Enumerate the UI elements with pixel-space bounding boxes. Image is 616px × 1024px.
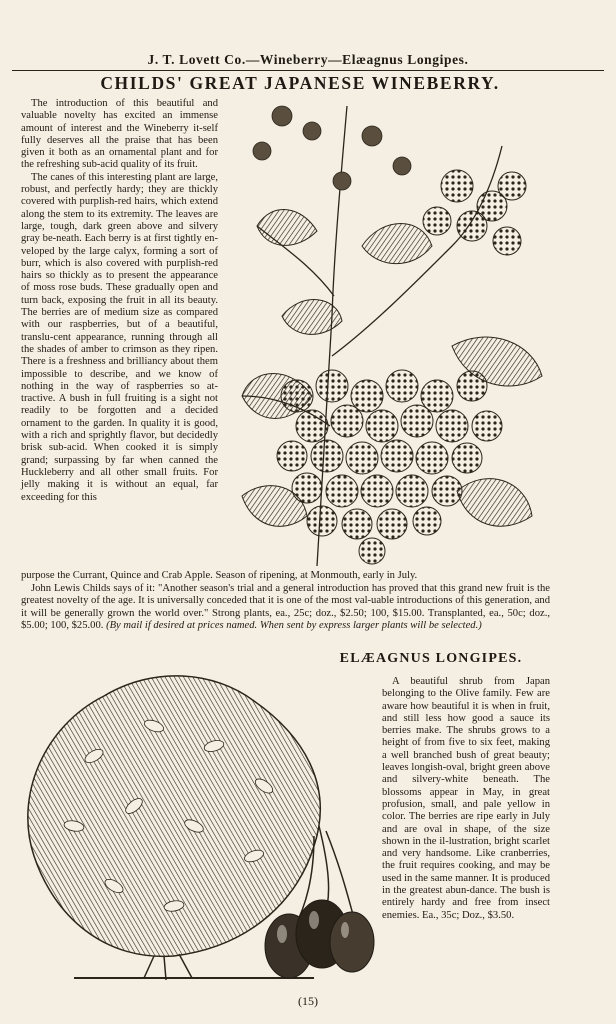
running-head: J. T. Lovett Co.—Wineberry—Elæagnus Longipes. — [147, 52, 469, 67]
elaeagnus-text-column — [382, 676, 550, 922]
wineberry-title: CHILDS' GREAT JAPANESE WINEBERRY. — [100, 73, 500, 93]
wineberry-quote-and-prices: John Lewis Childs says of it: "Another season's trial and a general introduction has proved that this grand new fruit is the greatest novelty of the age. It is universally conceded that it is one of the most val-uable introductions of this generation, and it will be generally grown the world over." Strong plants, ea., 25c; doz., $2.50; 100, $15.00. Transplanted, ea., 50c; doz., $5.00; 100, $25.00. — [21, 583, 550, 631]
wineberry-full-width-text — [21, 583, 550, 632]
elaeagnus-title: ELÆAGNUS LONGIPES. — [339, 651, 523, 666]
header-rule — [12, 70, 604, 71]
wineberry-paragraph-2-continued: purpose the Currant, Quince and Crab Apple. Season of ripening, at Monmouth, early in July. — [21, 570, 418, 581]
wineberry-paragraph-2: The canes of this interesting plant are large, robust, and perfectly hardy; they are thickly covered with purplish-red hairs, which extend along the stem to its extremity. The leaves are large, tough, dark green above and silvery gray be-neath. Each berry is at first tightly en-veloped by the large calyx, forming a sort of burr, which is also covered with purplish-red hairs so thickly as to present the appearance of moss rose buds. These gradually open and turn back, exposing the fruit in all its beauty. The berries are of medium size as compared with our raspberries, but of a beautiful, translu-cent appearance, running through all the shades of amber to crimson as they ripen. There is a freshness and brilliancy about them impossible to describe, and we know of nothing in the way of raspberries so at-tractive. A bush in full fruiting is a sight not readily to be forgotten and a decided ornament to the garden. In quality it is good, with a rich and sprightly flavor, but decidedly brisk sub-acid. When cooked it is simply grand; surpassing by far when canned the Huckleberry and all other small fruits. For jelly making it is without an equal, far exceeding for this — [21, 171, 218, 503]
wineberry-text-column — [21, 98, 218, 504]
elaeagnus-illustration — [14, 656, 376, 992]
wineberry-paragraph-2-end — [21, 570, 550, 582]
wineberry-shipping-note: (By mail if desired at prices named. When sent by express larger plants will be selected.) — [106, 619, 482, 631]
wineberry-paragraph-3 — [21, 583, 550, 632]
page-number: (15) — [298, 994, 318, 1008]
wineberry-paragraph-1: The introduction of this beautiful and valuable novelty has excited an immense amount of interest and the Wineberry it-self fully deserves all the praise that has been given it both as an ornamental plant and for the refreshing sub-acid quality of its fruit. — [21, 98, 218, 171]
wineberry-illustration — [222, 96, 552, 568]
elaeagnus-description: A beautiful shrub from Japan belonging to the Olive family. Few are aware how beautiful it is when in fruit, and still less how good a sauce its berries make. The shrubs grows to a height of from five to six feet, making a well branched bush of great beauty; leaves longish-oval, bright green above and silvery-white beneath. The blossoms appear in May, in great profusion, small, and pale yellow in color. The berries are ripe early in July and are oval in shape, of the size shown in the il-lustration, bright scarlet and very handsome. Like cranberries, the fruit requires cooking, and may be used in the same manner. It is produced in the greatest abun-dance. The bush is entirely hardy and free from insect enemies. Ea., 35c; Doz., $3.50. — [382, 676, 550, 921]
